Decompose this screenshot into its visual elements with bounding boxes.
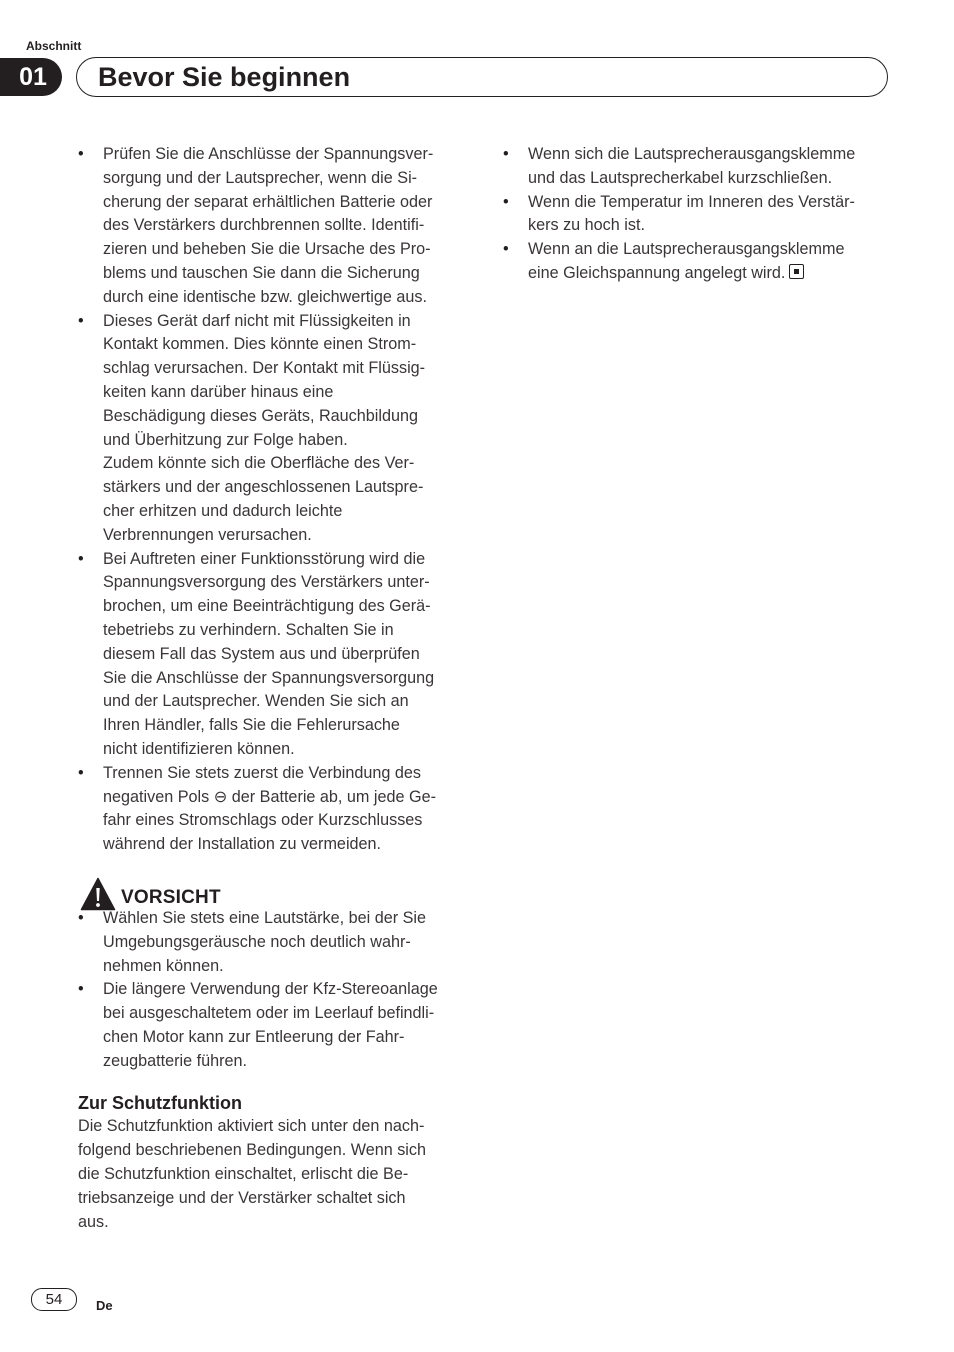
list-item	[78, 143, 470, 310]
warning-triangle-icon	[80, 877, 116, 911]
list-item-text: Wählen Sie stets eine Lautstärke, bei der Sie Umgebungsgeräusche noch deutlich wahr- nehmen können.	[103, 908, 427, 975]
caution-title: VORSICHT	[121, 886, 221, 908]
list-item-text: Wenn an die Lautsprecherausgangsklemme eine Gleichspannung angelegt wird.	[528, 240, 845, 282]
list-item	[78, 310, 470, 548]
list-item	[503, 191, 895, 239]
list-item-text: Dieses Gerät darf nicht mit Flüssigkeiten in Kontakt kommen. Dies könnte einen Strom- schlag verursachen. Der Kontakt mit Flüssig- keiten kann darüber hinaus eine Beschädigung dieses Geräts, Rauchbildung und Überhitzung zur Folge haben. Zudem könnte sich die Oberfläche des Ver- stärkers und der angeschlossenen Lautspre- cher erhitzen und dadurch leichte Verbrennungen verursachen.	[103, 311, 426, 544]
chapter-number: 01	[0, 58, 62, 96]
chapter-title: Bevor Sie beginnen	[98, 62, 351, 92]
page-number: 54	[31, 1288, 77, 1311]
list-item	[78, 978, 470, 1073]
list-item	[78, 907, 470, 978]
list-item-text: Wenn die Temperatur im Inneren des Verstär- kers zu hoch ist.	[528, 192, 855, 235]
protection-heading: Zur Schutzfunktion	[78, 1093, 242, 1114]
safety-bullet-list	[78, 143, 470, 857]
section-label: Abschnitt	[26, 39, 82, 53]
list-item-text: Prüfen Sie die Anschlüsse der Spannungsver- sorgung und der Lautsprecher, wenn die Si- cherung der separat erhältlichen Batterie oder des Verstärkers durchbrennen sollte. Identifi- zieren und beheben Sie die Ursache des Pro- blems und tauschen Sie dann die Sicherung durch eine identische bzw. gleichwertige aus.	[103, 145, 434, 306]
list-item	[78, 762, 470, 857]
caution-bullet-list	[78, 907, 470, 1074]
right-column	[503, 143, 895, 286]
list-item-text: Trennen Sie stets zuerst die Verbindung des negativen Pols ⊖ der Batterie ab, um jede Ge- fahr eines Stromschlags oder Kurzschlusses während der Installation zu vermeiden.	[103, 763, 436, 854]
protection-body: Die Schutzfunktion aktiviert sich unter den nach- folgend beschriebenen Bedingungen. Wenn sich die Schutzfunktion einschaltet, erlischt die Be- triebsanzeige und der Verstärker schaltet sich aus.	[78, 1117, 426, 1231]
list-item-text: Wenn sich die Lautsprecherausgangsklemme und das Lautsprecherkabel kurzschließen.	[528, 145, 856, 187]
protection-conditions-list	[503, 143, 895, 286]
left-column	[78, 143, 470, 1234]
language-code: De	[96, 1298, 113, 1313]
list-item-text: Bei Auftreten einer Funktionsstörung wird die Spannungsversorgung des Verstärkers unter- brochen, um eine Beeinträchtigung des Gerä- tebetriebs zu verhindern. Schalten Sie in diesem Fall das System aus und überprüfen Sie die Anschlüsse der Spannungsversorgung und der Lautsprecher. Wenden Sie sich an Ihren Händler, falls Sie die Fehlerursache nicht identifizieren können.	[103, 549, 435, 758]
list-item	[503, 143, 895, 191]
list-item	[78, 548, 470, 762]
list-item	[503, 238, 895, 286]
end-of-section-icon	[789, 264, 804, 279]
list-item-text: Die längere Verwendung der Kfz-Stereoanlage bei ausgeschaltetem oder im Leerlauf befindli- chen Motor kann zur Entleerung der Fahr- zeugbatterie führen.	[103, 980, 438, 1070]
